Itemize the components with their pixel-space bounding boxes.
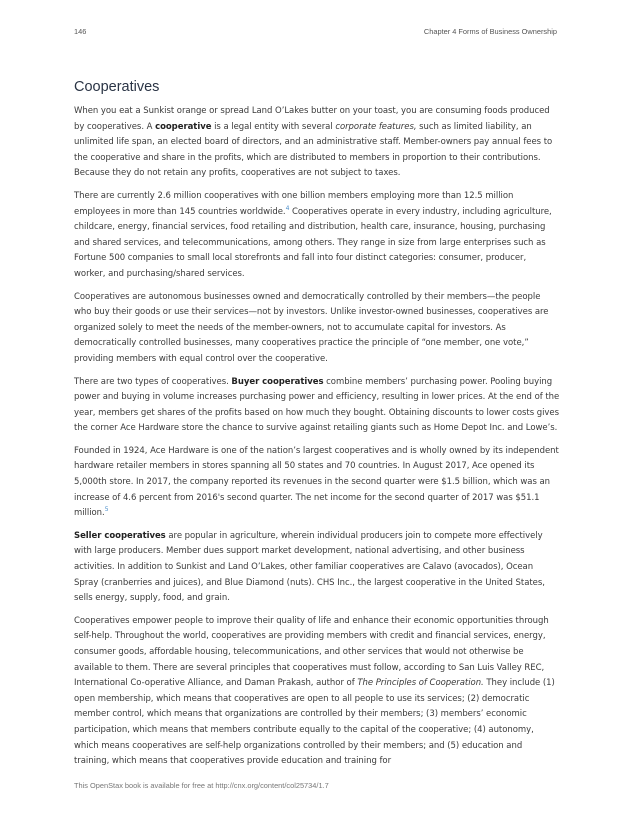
paragraph-6-text: are popular in agriculture, wherein individual producers join to compete more effectively with large producers. Member dues support market development, national advertising, and other business activities. In addition to Sunkist and Land O’Lakes, other familiar cooperatives are Calavo (avocados), Ocean Spray (cranberries and juices), and Blue Diamond (nuts). CHS Inc., the largest cooperative in the United States, sells energy, supply, food, and grain. (74, 530, 545, 604)
footnote-ref-5[interactable]: 5 (104, 506, 109, 514)
paragraph-7-text-a: Cooperatives empower people to improve their quality of life and enhance their economic opportunities through self-help. Throughout the world, cooperatives are providing members with credit and financial services, energy, consumer goods, affordable housing, telecommunications, and other services that would not otherwise be available to them. There are several principles that cooperatives must follow, according to San Luis Valley REC, International Co-operative Alliance, and Daman Prakash, author of (74, 615, 549, 689)
chapter-title: Chapter 4 Forms of Business Ownership (423, 27, 557, 36)
emphasis-corporate-features: corporate features, (335, 121, 417, 132)
paragraph-5 (74, 444, 560, 522)
paragraph-2-text-a: There are currently 2.6 million cooperatives with one billion members employing more than 12.5 million employees in more than 145 countries worldwide. (74, 190, 514, 217)
term-seller-cooperatives: Seller cooperatives (74, 530, 166, 541)
paragraph-1-text-c: such as limited liability, an unlimited life span, an elected board of directors, and an administrative staff. Member-owners pay annual fees to the cooperative and share in the profits, which are distributed to members in proportion to their contributions. Because they do not retain any profits, cooperatives are not subject to taxes. (74, 121, 553, 179)
paragraph-4-text-b: combine members’ purchasing power. Pooling buying power and buying in volume increases purchasing power and efficiency, resulting in lower prices. At the end of the year, members get shares of the profits based on how much they bought. Obtaining discounts to lower costs gives the corner Ace Hardware store the chance to survive against retailing giants such as Home Depot Inc. and Lowe’s. (74, 376, 560, 434)
term-buyer-cooperatives: Buyer cooperatives (231, 376, 324, 387)
paragraph-5-text: Founded in 1924, Ace Hardware is one of the nation’s largest cooperatives and is wholly owned by its independent hardware retailer members in stores spanning all 50 states and 70 countries. In August 2017, Ace opened its 5,000th store. In 2017, the company reported its revenues in the second quarter were $1.5 billion, which was an increase of 4.6 percent from 2016's second quarter. The net income for the second quarter of 2017 was $51.1 million. (74, 445, 559, 519)
paragraph-3: Cooperatives are autonomous businesses owned and democratically controlled by their members—the people who buy their goods or use their services—not by investors. Unlike investor-owned businesses, cooperatives are organized solely to meet the needs of the member-owners, not to accumulate capital for investors. As democratically controlled businesses, many cooperatives practice the principle of “one member, one vote,” providing members with equal control over the cooperative. (74, 291, 549, 364)
page-number: 146 (74, 27, 87, 36)
emphasis-book-title: The Principles of Cooperation. (357, 678, 484, 689)
page-content (74, 77, 560, 777)
paragraph-2-text-b: Cooperatives operate in every industry, including agriculture, childcare, energy, financial services, food retailing and distribution, health care, insurance, housing, purchasing and shared services, and telecommunications, among others. They range in size from large enterprises such as Fortune 500 companies to small local storefronts and fall into four distinct categories: consumer, producer, worker, and purchasing/shared services. (74, 206, 552, 279)
paragraph-7-text-b: They include (1) open membership, which means that cooperatives are open to all people to use its services; (2) democratic member control, which means that organizations are controlled by their members; (3) members’ economic participation, which means that members contribute equally to the capital of the cooperative; (4) autonomy, which means cooperatives are self-help organizations controlled by their members; and (5) education and training, which means that cooperatives provide education and training for (74, 678, 555, 767)
paragraph-2 (74, 189, 560, 283)
term-cooperative: cooperative (155, 121, 212, 132)
paragraph-1-text-b: is a legal entity with several (211, 121, 336, 132)
paragraph-1 (74, 104, 560, 182)
paragraph-1-text-a: When you eat a Sunkist orange or spread Land O’Lakes butter on your toast, you are consuming foods produced by cooperatives. A (74, 106, 550, 132)
paragraph-4 (74, 375, 560, 437)
section-title: Cooperatives (74, 79, 160, 95)
footnote-ref-4[interactable]: 4 (285, 204, 290, 212)
paragraph-6 (74, 529, 560, 607)
paragraph-7 (74, 614, 560, 770)
footer-note: This OpenStax book is available for free at http://cnx.org/content/col25734/1.7 (74, 781, 329, 790)
paragraph-4-text-a: There are two types of cooperatives. (74, 376, 232, 387)
